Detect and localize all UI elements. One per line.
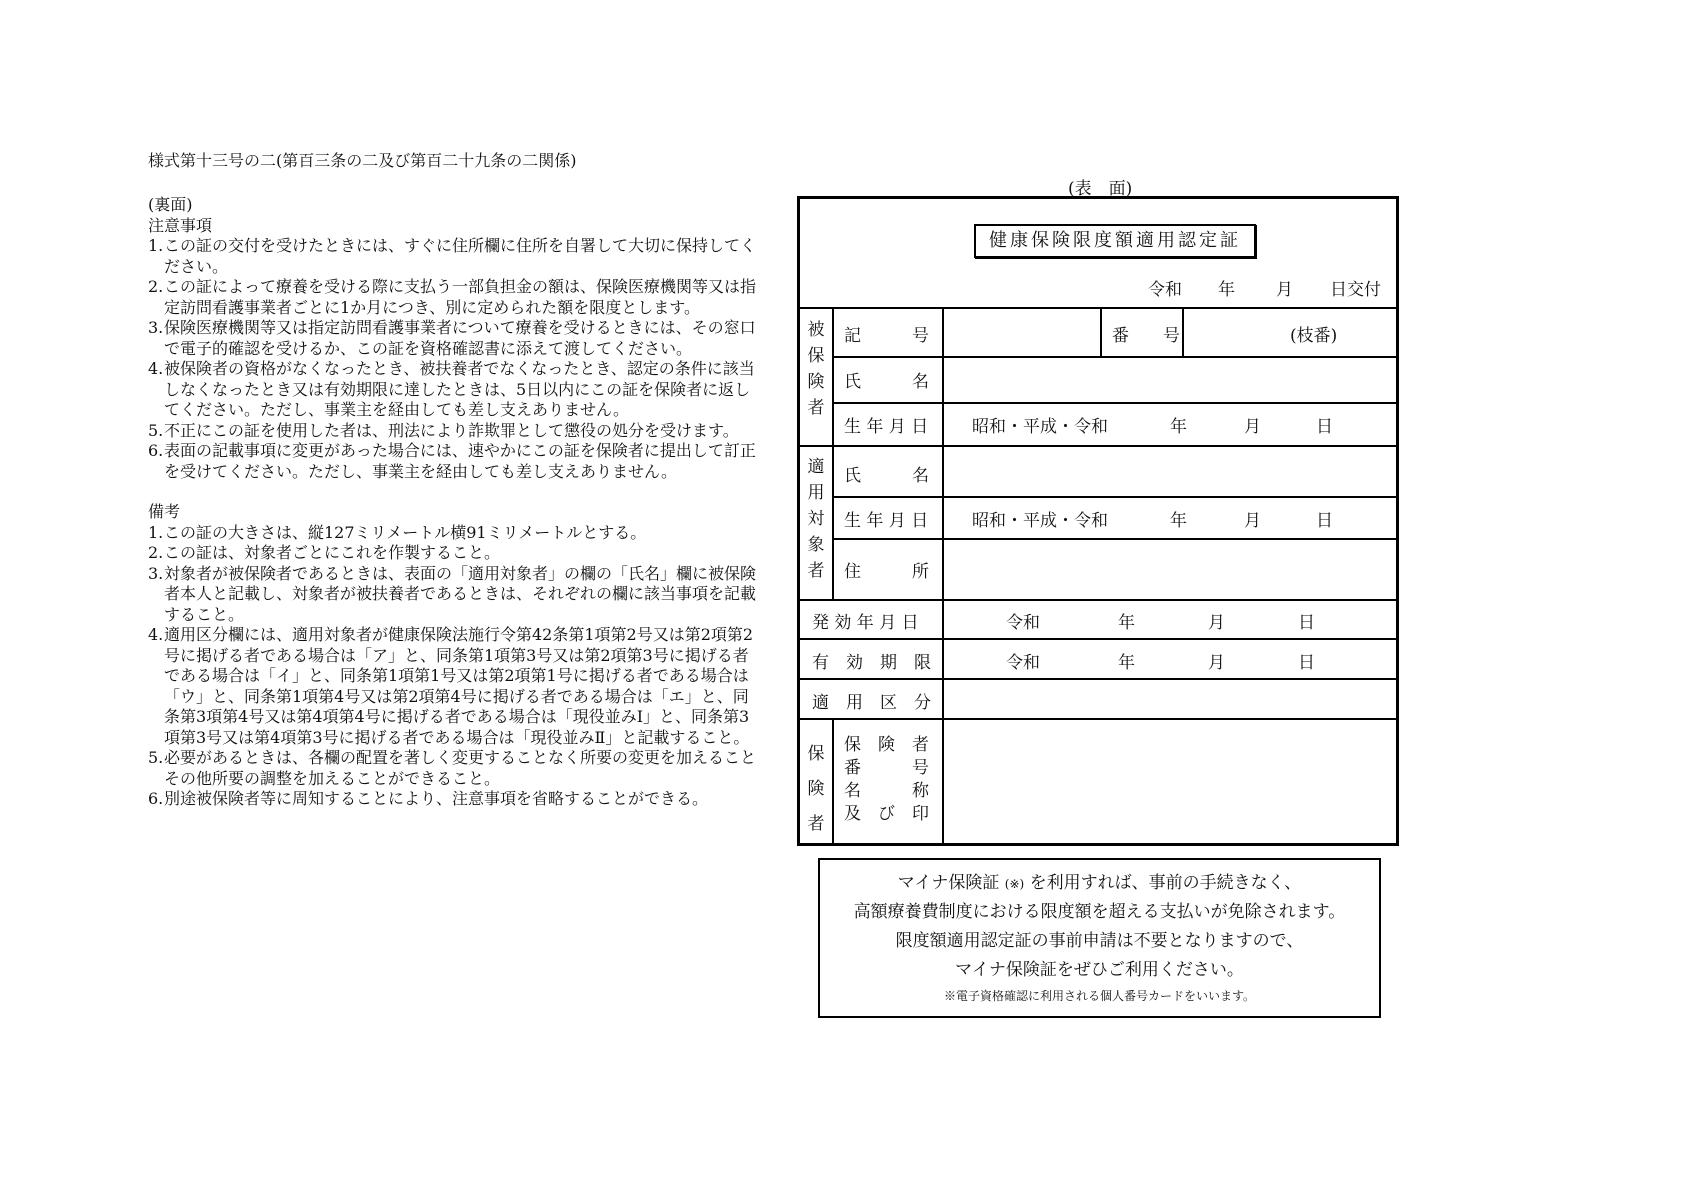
effective-month: 月 [1208, 613, 1225, 633]
insured-group-label [806, 317, 826, 421]
notice-line-2: 高額療養費制度における限度額を超える支払いが免除されます。 [853, 902, 1346, 922]
item-number: 3. [148, 563, 164, 583]
item-text: 適用区分欄には、適用対象者が健康保険法施行令第42条第1項第2号又は第2項第2号に掲げる者である場合は「ア」と、同条第1項第3号又は第2項第3号に掲げる者である場合は「イ」と、同条第1項第1号又は第2項第1号に掲げる者である場合は「ウ」と、同条第1項第4号又は第2項第4号に掲げる者である場合は「エ」と、同条第3項第4号又は第4項第4号に掲げる者である場合は「現役並みⅠ」と、同条第3項第3号又は第4項第3号に掲げる者である場合は「現役並みⅡ」と記載すること。 [164, 625, 754, 747]
subject-dob-day: 日 [1316, 511, 1333, 531]
address-label: 住 所 [844, 562, 929, 582]
item-text: 被保険者の資格がなくなったとき、被扶養者でなくなったとき、認定の条件に該当しなくなったとき又は有効期限に達したときは、5日以内にこの証を保険者に返してください。ただし、事業主を経由しても差し支えありません。 [164, 359, 755, 419]
expiry-month: 月 [1208, 653, 1225, 673]
item-number: 1. [148, 522, 164, 542]
certificate-title: 健康保険限度額適用認定証 [974, 224, 1256, 258]
issue-year: 年 [1218, 280, 1235, 300]
effective-day: 日 [1298, 613, 1315, 633]
list-item [148, 625, 763, 748]
expiry-era: 令和 [1006, 653, 1040, 673]
list-item [148, 441, 763, 482]
remarks-title: 備考 [148, 502, 181, 521]
item-text: 別途被保険者等に周知することにより、注意事項を省略することができる。 [164, 789, 709, 808]
insurer-label-1: 保 険 者 [844, 735, 929, 755]
symbol-label: 記 号 [844, 326, 929, 346]
item-number: 6. [148, 441, 164, 460]
insured-name-label: 氏 名 [844, 372, 929, 392]
front-side-label: (表 面) [1068, 179, 1133, 199]
vertical-text: 被 保 険 者 [807, 320, 825, 418]
list-item [148, 236, 763, 277]
subject-dob-month: 月 [1244, 511, 1261, 531]
insured-dob-month: 月 [1244, 417, 1261, 437]
list-item [148, 564, 763, 626]
item-number: 1. [148, 236, 164, 255]
certificate-card [797, 196, 1399, 846]
subject-dob-year: 年 [1170, 511, 1187, 531]
insurer-label-2: 番 号 [844, 758, 929, 778]
item-text: 不正にこの証を使用した者は、刑法により詐欺罪として懲役の処分を受けます。 [164, 420, 739, 440]
item-text: この証の交付を受けたときには、すぐに住所欄に住所を自署して大切に保持してください。 [164, 236, 757, 276]
back-side-label: (裏面) [148, 195, 193, 214]
item-text: 必要があるときは、各欄の配置を著しく変更することなく所要の変更を加えることその他所要の調整を加えることができること。 [164, 748, 757, 788]
item-number: 4. [148, 625, 164, 644]
subject-group-label [806, 454, 826, 584]
effective-date-label: 発 効 年 月 日 [812, 613, 919, 633]
notice-line-3: 限度額適用認定証の事前申請は不要となりますので、 [895, 931, 1304, 951]
item-number: 5. [148, 420, 164, 440]
insurer-group-label [806, 737, 826, 842]
vertical-text: 適 用 対 象 者 [807, 457, 825, 581]
item-text: この証は、対象者ごとにこれを作製すること。 [164, 543, 501, 562]
insurer-label-3: 名 称 [844, 781, 929, 801]
expiry-year: 年 [1118, 653, 1135, 673]
list-item [148, 789, 763, 810]
back-side [148, 195, 763, 810]
notice-line-1-lead: マイナ保険証 [897, 873, 1000, 893]
item-number: 3. [148, 318, 164, 337]
issue-era: 令和 [1148, 280, 1182, 300]
item-text: 保険医療機関等又は指定訪問看護事業者について療養を受けるときには、その窓口で電子的確認を受けるか、この証を資格確認書に添えて渡してください。 [164, 318, 756, 358]
insured-dob-eras: 昭和・平成・令和 [972, 417, 1108, 437]
item-text: この証の大きさは、縦127ミリメートル横91ミリメートルとする。 [164, 522, 647, 542]
list-item [148, 318, 763, 359]
list-item [148, 543, 763, 564]
number-label: 番 号 [1112, 326, 1180, 346]
subject-dob-eras: 昭和・平成・令和 [972, 511, 1108, 531]
issue-month: 月 [1276, 280, 1293, 300]
list-item [148, 523, 763, 544]
item-number: 5. [148, 748, 164, 767]
item-text: この証によって療養を受ける際に支払う一部負担金の額は、保険医療機関等又は指定訪問看護事業者ごとに1か月につき、別に定められた額を限度とします。 [164, 277, 757, 317]
item-number: 2. [148, 277, 164, 296]
remarks-list [148, 523, 763, 810]
insurer-info-labels [844, 734, 929, 826]
item-text: 対象者が被保険者であるときは、表面の「適用対象者」の欄の「氏名」欄に被保険者本人と記載し、対象者が被扶養者であるときは、それぞれの欄に該当事項を記載すること。 [164, 563, 757, 624]
list-item [148, 277, 763, 318]
insured-dob-label: 生 年 月 日 [844, 417, 929, 437]
insured-dob-year: 年 [1170, 417, 1187, 437]
insurer-label-4: 及 び 印 [844, 804, 929, 824]
item-number: 2. [148, 543, 164, 562]
item-number: 4. [148, 359, 164, 378]
notice-line-4: マイナ保険証をぜひご利用ください。 [955, 960, 1244, 980]
notice-line-1-mark: (※) [1004, 877, 1025, 891]
insured-dob-day: 日 [1316, 417, 1333, 437]
expiry-label: 有 効 期 限 [812, 653, 931, 673]
mynumber-notice [818, 858, 1381, 1018]
vertical-text: 保 険 者 [807, 744, 825, 834]
list-item [148, 359, 763, 421]
list-item [148, 748, 763, 789]
item-number: 6. [148, 789, 164, 808]
subject-name-label: 氏 名 [844, 466, 929, 486]
subject-dob-label: 生 年 月 日 [844, 511, 929, 531]
caution-title: 注意事項 [148, 215, 213, 235]
expiry-day: 日 [1298, 653, 1315, 673]
caution-list [148, 236, 763, 482]
effective-year: 年 [1118, 613, 1135, 633]
branch-label: (枝番) [1290, 326, 1338, 346]
notice-line-1-rest: を利用すれば、事前の手続きなく、 [1029, 873, 1302, 893]
notice-line-1 [820, 868, 1379, 893]
item-text: 表面の記載事項に変更があった場合には、速やかにこの証を保険者に提出して訂正を受けてください。ただし、事業主を経由しても差し支えありません。 [164, 441, 756, 481]
notice-footnote: ※電子資格確認に利用される個人番号カードをいいます。 [943, 989, 1256, 1003]
category-label: 適 用 区 分 [812, 693, 931, 713]
issue-day: 日交付 [1330, 280, 1381, 300]
form-header: 様式第十三号の二(第百三条の二及び第百二十九条の二関係) [148, 151, 577, 170]
effective-era: 令和 [1006, 613, 1040, 633]
list-item [148, 421, 763, 442]
